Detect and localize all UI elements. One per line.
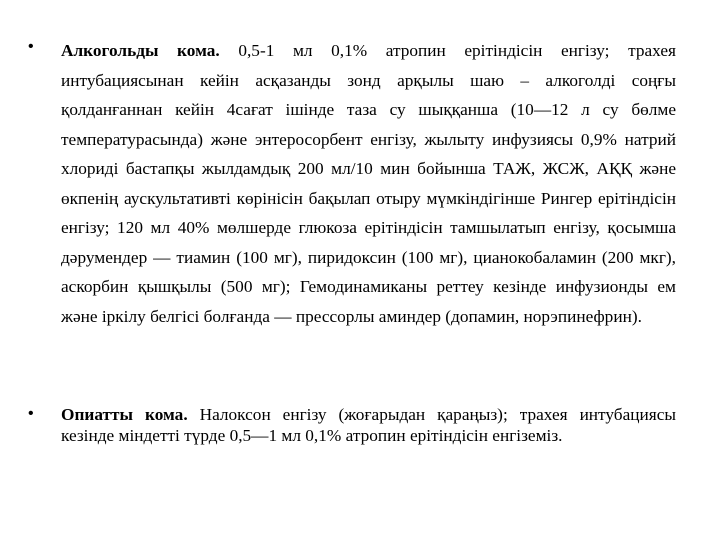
bullet-item-opiate-coma: [28, 404, 676, 446]
bullet-marker: •: [28, 405, 34, 422]
bullet-term: Опиатты кома.: [61, 405, 188, 424]
bullet-text: [61, 404, 676, 446]
bullet-body: 0,5-1 мл 0,1% атропин ерітіндісін енгізу; трахея интубациясынан кейін асқазанды зонд арқылы шаю – алкоголді соңғы қолданғаннан кейін 4сағат ішінде таза су шыққанша (10—12 л су бөлме температурасында) және энтеросорбент енгізу, жылыту инфузиясы 0,9% натрий хлориді бастапқы жылдамдық 200 мл/10 мин бойынша ТАЖ, ЖСЖ, АҚҚ және өкпенің аускультативті көрінісін бақылап отыру мүмкіндігінше Рингер ерітіндісін енгізу; 120 мл 40% мөлшерде глюкоза ерітіндісін тамшылатып енгізу, қосымша дәрумендер — тиамин (100 мг), пиридоксин (100 мг), цианокобаламин (200 мкг), аскорбин қышқылы (500 мг); Гемодинамиканы реттеу кезінде инфузионды ем және іркілу белгісі болғанда — прессорлы аминдер (допамин, норэпинефрин).: [61, 41, 677, 326]
bullet-body: Налоксон енгізу (жоғарыдан қараңыз); трахея интубациясы кезінде міндетті түрде 0,5—1 мл 0,1% атропин ерітіндісін енгіземіз.: [61, 405, 676, 445]
bullet-text: [61, 36, 676, 331]
bullet-marker: •: [28, 38, 34, 55]
bullet-item-alcohol-coma: [28, 36, 676, 331]
bullet-term: Алкогольды кома.: [61, 41, 220, 60]
